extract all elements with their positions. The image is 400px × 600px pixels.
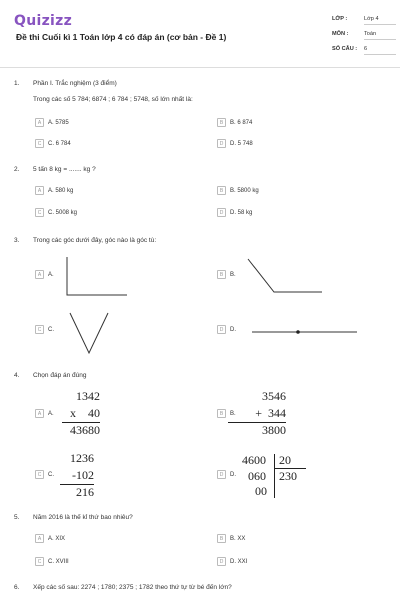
result-line	[228, 422, 286, 423]
q2-option-b[interactable]: B B. 5800 kg	[217, 186, 259, 195]
option-badge: D	[217, 325, 226, 334]
question-3-number: 3.	[14, 237, 20, 244]
q3-option-d[interactable]: D D.	[217, 325, 236, 334]
q4-option-d[interactable]: D D.	[217, 470, 236, 479]
option-badge: A	[35, 118, 44, 127]
multiplication-problem: 1342 x 40 43680	[70, 389, 100, 437]
option-badge: B	[217, 409, 226, 418]
option-badge: A	[35, 186, 44, 195]
question-3-text: Trong các góc dưới đây, góc nào là góc tù:	[33, 237, 157, 244]
question-6-text: Xếp các số sau: 2274 ; 1780; 2375 ; 1782 theo thứ tự từ bé đến lớn?	[33, 584, 232, 591]
subtraction-problem: 1236 -102 216	[70, 451, 94, 499]
question-5-number: 5.	[14, 514, 20, 521]
q1-option-a[interactable]: A A. 5785	[35, 118, 69, 127]
page-title: Đề thi Cuối kì 1 Toán lớp 4 có đáp án (cơ bản - Đề 1)	[16, 32, 227, 42]
long-division-problem: 4600 060 00 20 230	[238, 453, 308, 499]
obtuse-angle-figure	[240, 255, 325, 300]
q1-option-d[interactable]: D D. 5 748	[217, 139, 253, 148]
q1-option-c[interactable]: C C. 6 784	[35, 139, 71, 148]
option-badge: D	[217, 139, 226, 148]
q2-option-d[interactable]: D D. 58 kg	[217, 208, 252, 217]
q2-option-a[interactable]: A A. 580 kg	[35, 186, 73, 195]
addition-problem: 3546 + 344 3800	[255, 389, 286, 437]
question-2-number: 2.	[14, 166, 20, 173]
option-badge: D	[217, 208, 226, 217]
question-1-text: Trong các số 5 784; 6874 ; 6 784 ; 5748, số lớn nhất là:	[33, 96, 193, 103]
option-badge: C	[35, 139, 44, 148]
option-badge: B	[217, 534, 226, 543]
right-angle-figure	[60, 255, 130, 300]
q5-option-c[interactable]: C C. XVIII	[35, 557, 69, 566]
question-2-text: 5 tấn 8 kg = ....... kg ?	[33, 166, 96, 173]
question-1-number: 1.	[14, 80, 20, 87]
meta-subject: MÔN : Toán	[332, 31, 396, 41]
option-badge: A	[35, 409, 44, 418]
header-divider	[0, 67, 400, 68]
question-4-text: Chọn đáp án đúng	[33, 372, 87, 379]
meta-question-count: SỐ CÂU : 6	[332, 46, 396, 56]
result-line	[60, 484, 94, 485]
option-badge: A	[35, 534, 44, 543]
q3-option-b[interactable]: B B.	[217, 270, 236, 279]
q5-option-d[interactable]: D D. XXI	[217, 557, 247, 566]
question-1-title: Phần I. Trắc nghiệm (3 điểm)	[33, 80, 117, 87]
option-badge: B	[217, 186, 226, 195]
quizizz-logo: Quizizz	[14, 13, 73, 29]
option-badge: C	[35, 470, 44, 479]
q3-option-c[interactable]: C C.	[35, 325, 54, 334]
question-6-number: 6.	[14, 584, 20, 591]
option-badge: C	[35, 557, 44, 566]
option-badge: C	[35, 208, 44, 217]
acute-angle-figure	[65, 308, 115, 358]
q4-option-c[interactable]: C C.	[35, 470, 54, 479]
q1-option-b[interactable]: B B. 6 874	[217, 118, 252, 127]
option-badge: A	[35, 270, 44, 279]
question-4-number: 4.	[14, 372, 20, 379]
straight-angle-figure	[250, 325, 360, 340]
option-badge: D	[217, 557, 226, 566]
option-badge: B	[217, 270, 226, 279]
option-badge: B	[217, 118, 226, 127]
result-line	[62, 422, 100, 423]
question-5-text: Năm 2016 là thế kỉ thứ bao nhiêu?	[33, 514, 133, 521]
option-badge: D	[217, 470, 226, 479]
q4-option-b[interactable]: B B.	[217, 409, 236, 418]
q5-option-a[interactable]: A A. XIX	[35, 534, 65, 543]
q3-option-a[interactable]: A A.	[35, 270, 54, 279]
q2-option-c[interactable]: C C. 5008 kg	[35, 208, 77, 217]
q5-option-b[interactable]: B B. XX	[217, 534, 245, 543]
option-badge: C	[35, 325, 44, 334]
q4-option-a[interactable]: A A.	[35, 409, 54, 418]
meta-class: LỚP : Lớp 4	[332, 16, 396, 26]
